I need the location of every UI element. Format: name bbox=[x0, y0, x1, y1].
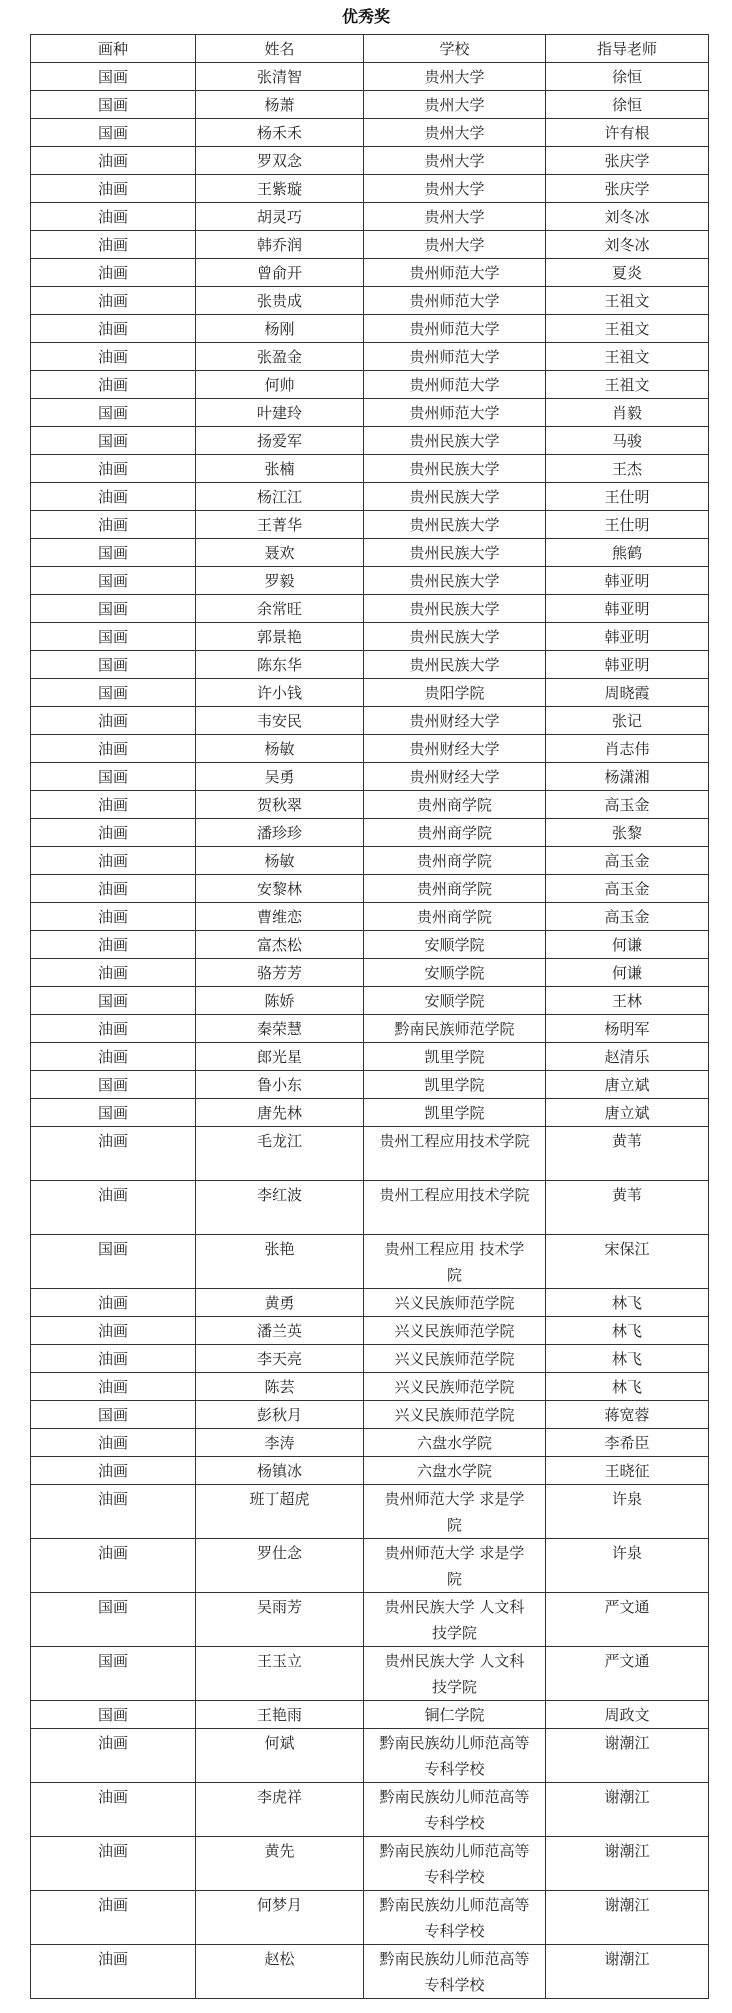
cell-school: 安顺学院 bbox=[364, 987, 546, 1015]
cell-category: 国画 bbox=[31, 567, 196, 595]
cell-category: 国画 bbox=[31, 63, 196, 91]
cell-category: 油画 bbox=[31, 1345, 196, 1373]
cell-school: 贵州商学院 bbox=[364, 903, 546, 931]
cell-school: 贵州民族大学 bbox=[364, 567, 546, 595]
cell-school: 贵州师范大学 bbox=[364, 315, 546, 343]
table-row bbox=[31, 707, 709, 735]
cell-category: 油画 bbox=[31, 1373, 196, 1401]
cell-category: 油画 bbox=[31, 175, 196, 203]
cell-category: 油画 bbox=[31, 959, 196, 987]
cell-teacher: 张庆学 bbox=[546, 175, 709, 203]
cell-teacher: 谢潮江 bbox=[546, 1891, 709, 1945]
table-row bbox=[31, 1317, 709, 1345]
cell-school: 贵州大学 bbox=[364, 147, 546, 175]
cell-category: 油画 bbox=[31, 1539, 196, 1593]
cell-teacher: 黄苇 bbox=[546, 1127, 709, 1181]
cell-name: 鲁小东 bbox=[196, 1071, 364, 1099]
cell-category: 国画 bbox=[31, 1701, 196, 1729]
cell-name: 王菁华 bbox=[196, 511, 364, 539]
cell-name: 杨镇冰 bbox=[196, 1457, 364, 1485]
cell-teacher: 韩亚明 bbox=[546, 623, 709, 651]
cell-teacher: 王杰 bbox=[546, 455, 709, 483]
cell-name: 罗双念 bbox=[196, 147, 364, 175]
cell-school: 兴义民族师范学院 bbox=[364, 1289, 546, 1317]
cell-name: 李红波 bbox=[196, 1181, 364, 1235]
cell-name: 安黎林 bbox=[196, 875, 364, 903]
cell-name: 罗仕念 bbox=[196, 1539, 364, 1593]
cell-school: 兴义民族师范学院 bbox=[364, 1373, 546, 1401]
cell-name: 陈东华 bbox=[196, 651, 364, 679]
table-row bbox=[31, 483, 709, 511]
table-row bbox=[31, 875, 709, 903]
cell-name: 张贵成 bbox=[196, 287, 364, 315]
cell-teacher: 杨潇湘 bbox=[546, 763, 709, 791]
cell-teacher: 王祖文 bbox=[546, 343, 709, 371]
cell-school: 贵州民族大学 bbox=[364, 539, 546, 567]
cell-school: 黔南民族幼儿师范高等专科学校 bbox=[364, 1783, 546, 1837]
table-row bbox=[31, 1837, 709, 1891]
cell-name: 吴雨芳 bbox=[196, 1593, 364, 1647]
table-row bbox=[31, 903, 709, 931]
cell-school: 贵州师范大学 bbox=[364, 343, 546, 371]
cell-school: 黔南民族幼儿师范高等专科学校 bbox=[364, 1945, 546, 1999]
cell-category: 油画 bbox=[31, 455, 196, 483]
cell-name: 赵松 bbox=[196, 1945, 364, 1999]
table-row bbox=[31, 1373, 709, 1401]
cell-school: 贵州商学院 bbox=[364, 791, 546, 819]
cell-school: 贵州师范大学 求是学院 bbox=[364, 1539, 546, 1593]
cell-name: 唐先林 bbox=[196, 1099, 364, 1127]
cell-category: 国画 bbox=[31, 1099, 196, 1127]
cell-name: 许小钱 bbox=[196, 679, 364, 707]
cell-category: 国画 bbox=[31, 91, 196, 119]
table-row bbox=[31, 819, 709, 847]
cell-name: 韦安民 bbox=[196, 707, 364, 735]
cell-name: 张楠 bbox=[196, 455, 364, 483]
cell-teacher: 夏炎 bbox=[546, 259, 709, 287]
cell-school: 贵州大学 bbox=[364, 175, 546, 203]
table-row bbox=[31, 1701, 709, 1729]
cell-category: 国画 bbox=[31, 1401, 196, 1429]
cell-school: 贵州财经大学 bbox=[364, 735, 546, 763]
cell-school: 贵州民族大学 bbox=[364, 511, 546, 539]
cell-category: 油画 bbox=[31, 483, 196, 511]
cell-teacher: 严文通 bbox=[546, 1647, 709, 1701]
table-row bbox=[31, 259, 709, 287]
cell-name: 贺秋翠 bbox=[196, 791, 364, 819]
cell-school: 贵州工程应用技术学院 bbox=[364, 1127, 546, 1181]
cell-category: 油画 bbox=[31, 1289, 196, 1317]
cell-teacher: 王祖文 bbox=[546, 315, 709, 343]
cell-category: 国画 bbox=[31, 987, 196, 1015]
cell-school: 凯里学院 bbox=[364, 1099, 546, 1127]
cell-name: 李天亮 bbox=[196, 1345, 364, 1373]
cell-school: 黔南民族师范学院 bbox=[364, 1015, 546, 1043]
cell-category: 国画 bbox=[31, 399, 196, 427]
cell-category: 油画 bbox=[31, 903, 196, 931]
table-row bbox=[31, 1945, 709, 1999]
cell-school: 铜仁学院 bbox=[364, 1701, 546, 1729]
table-row bbox=[31, 1485, 709, 1539]
cell-teacher: 高玉金 bbox=[546, 791, 709, 819]
cell-name: 潘珍珍 bbox=[196, 819, 364, 847]
table-row bbox=[31, 371, 709, 399]
cell-teacher: 熊鹤 bbox=[546, 539, 709, 567]
cell-teacher: 许泉 bbox=[546, 1539, 709, 1593]
table-row bbox=[31, 987, 709, 1015]
cell-teacher: 赵清乐 bbox=[546, 1043, 709, 1071]
cell-name: 扬爱军 bbox=[196, 427, 364, 455]
table-row bbox=[31, 931, 709, 959]
cell-name: 李涛 bbox=[196, 1429, 364, 1457]
cell-category: 油画 bbox=[31, 231, 196, 259]
cell-name: 杨萧 bbox=[196, 91, 364, 119]
cell-category: 国画 bbox=[31, 679, 196, 707]
cell-name: 潘兰英 bbox=[196, 1317, 364, 1345]
cell-category: 油画 bbox=[31, 735, 196, 763]
table-row bbox=[31, 1647, 709, 1701]
cell-name: 王艳雨 bbox=[196, 1701, 364, 1729]
awards-table bbox=[30, 34, 709, 1999]
cell-school: 兴义民族师范学院 bbox=[364, 1401, 546, 1429]
cell-name: 叶建玲 bbox=[196, 399, 364, 427]
table-row bbox=[31, 1235, 709, 1289]
cell-category: 油画 bbox=[31, 1429, 196, 1457]
cell-category: 油画 bbox=[31, 875, 196, 903]
cell-category: 油画 bbox=[31, 1181, 196, 1235]
cell-category: 油画 bbox=[31, 1127, 196, 1181]
table-row bbox=[31, 399, 709, 427]
header-teacher: 指导老师 bbox=[546, 35, 709, 63]
cell-category: 油画 bbox=[31, 1043, 196, 1071]
cell-name: 王玉立 bbox=[196, 1647, 364, 1701]
cell-teacher: 谢潮江 bbox=[546, 1945, 709, 1999]
cell-school: 黔南民族幼儿师范高等专科学校 bbox=[364, 1837, 546, 1891]
cell-teacher: 王祖文 bbox=[546, 287, 709, 315]
cell-teacher: 唐立斌 bbox=[546, 1071, 709, 1099]
table-row bbox=[31, 231, 709, 259]
cell-school: 贵阳学院 bbox=[364, 679, 546, 707]
table-row bbox=[31, 1071, 709, 1099]
table-row bbox=[31, 623, 709, 651]
cell-teacher: 王晓征 bbox=[546, 1457, 709, 1485]
cell-school: 贵州财经大学 bbox=[364, 707, 546, 735]
cell-teacher: 谢潮江 bbox=[546, 1729, 709, 1783]
cell-name: 郎光星 bbox=[196, 1043, 364, 1071]
cell-teacher: 韩亚明 bbox=[546, 651, 709, 679]
cell-school: 贵州大学 bbox=[364, 63, 546, 91]
cell-school: 凯里学院 bbox=[364, 1071, 546, 1099]
cell-teacher: 林飞 bbox=[546, 1373, 709, 1401]
cell-teacher: 唐立斌 bbox=[546, 1099, 709, 1127]
table-row bbox=[31, 1593, 709, 1647]
cell-school: 贵州师范大学 bbox=[364, 259, 546, 287]
table-row bbox=[31, 1783, 709, 1837]
table-row bbox=[31, 1015, 709, 1043]
table-row bbox=[31, 1289, 709, 1317]
cell-name: 毛龙江 bbox=[196, 1127, 364, 1181]
cell-school: 贵州师范大学 bbox=[364, 287, 546, 315]
cell-name: 何梦月 bbox=[196, 1891, 364, 1945]
cell-category: 油画 bbox=[31, 371, 196, 399]
cell-name: 陈娇 bbox=[196, 987, 364, 1015]
cell-category: 国画 bbox=[31, 623, 196, 651]
cell-name: 郭景艳 bbox=[196, 623, 364, 651]
table-row bbox=[31, 1345, 709, 1373]
table-row bbox=[31, 511, 709, 539]
table-row bbox=[31, 1401, 709, 1429]
cell-school: 贵州民族大学 bbox=[364, 651, 546, 679]
header-school: 学校 bbox=[364, 35, 546, 63]
cell-teacher: 高玉金 bbox=[546, 847, 709, 875]
cell-name: 张盈金 bbox=[196, 343, 364, 371]
cell-teacher: 肖志伟 bbox=[546, 735, 709, 763]
cell-teacher: 杨明军 bbox=[546, 1015, 709, 1043]
cell-teacher: 刘冬冰 bbox=[546, 203, 709, 231]
cell-school: 贵州商学院 bbox=[364, 819, 546, 847]
cell-teacher: 张记 bbox=[546, 707, 709, 735]
cell-teacher: 周晓霞 bbox=[546, 679, 709, 707]
cell-school: 贵州商学院 bbox=[364, 875, 546, 903]
cell-category: 国画 bbox=[31, 427, 196, 455]
cell-name: 杨江江 bbox=[196, 483, 364, 511]
cell-category: 油画 bbox=[31, 791, 196, 819]
cell-name: 韩乔润 bbox=[196, 231, 364, 259]
cell-name: 何帅 bbox=[196, 371, 364, 399]
cell-school: 六盘水学院 bbox=[364, 1457, 546, 1485]
cell-category: 油画 bbox=[31, 259, 196, 287]
cell-name: 骆芳芳 bbox=[196, 959, 364, 987]
cell-name: 秦荣慧 bbox=[196, 1015, 364, 1043]
cell-name: 黄先 bbox=[196, 1837, 364, 1891]
cell-school: 兴义民族师范学院 bbox=[364, 1317, 546, 1345]
cell-school: 凯里学院 bbox=[364, 1043, 546, 1071]
cell-school: 贵州民族大学 bbox=[364, 595, 546, 623]
table-row bbox=[31, 1539, 709, 1593]
cell-category: 国画 bbox=[31, 1235, 196, 1289]
table-row bbox=[31, 1457, 709, 1485]
table-title: 优秀奖 bbox=[341, 7, 390, 26]
table-row bbox=[31, 91, 709, 119]
cell-school: 兴义民族师范学院 bbox=[364, 1345, 546, 1373]
cell-school: 贵州民族大学 人文科技学院 bbox=[364, 1647, 546, 1701]
table-row bbox=[31, 287, 709, 315]
cell-category: 油画 bbox=[31, 1945, 196, 1999]
cell-teacher: 宋保江 bbox=[546, 1235, 709, 1289]
cell-school: 贵州大学 bbox=[364, 119, 546, 147]
cell-name: 余常旺 bbox=[196, 595, 364, 623]
cell-teacher: 林飞 bbox=[546, 1345, 709, 1373]
cell-school: 贵州师范大学 bbox=[364, 371, 546, 399]
cell-school: 贵州工程应用 技术学院 bbox=[364, 1235, 546, 1289]
cell-name: 何斌 bbox=[196, 1729, 364, 1783]
cell-category: 油画 bbox=[31, 819, 196, 847]
cell-name: 罗毅 bbox=[196, 567, 364, 595]
table-row bbox=[31, 1099, 709, 1127]
table-row bbox=[31, 427, 709, 455]
cell-teacher: 何谦 bbox=[546, 959, 709, 987]
cell-school: 安顺学院 bbox=[364, 959, 546, 987]
table-row bbox=[31, 735, 709, 763]
header-name: 姓名 bbox=[196, 35, 364, 63]
cell-teacher: 蒋宽蓉 bbox=[546, 1401, 709, 1429]
table-row bbox=[31, 595, 709, 623]
cell-school: 贵州民族大学 bbox=[364, 455, 546, 483]
table-row bbox=[31, 1043, 709, 1071]
cell-name: 吴勇 bbox=[196, 763, 364, 791]
cell-teacher: 严文通 bbox=[546, 1593, 709, 1647]
cell-name: 杨禾禾 bbox=[196, 119, 364, 147]
table-row bbox=[31, 1891, 709, 1945]
table-row bbox=[31, 1181, 709, 1235]
cell-category: 油画 bbox=[31, 1317, 196, 1345]
table-row bbox=[31, 315, 709, 343]
cell-teacher: 林飞 bbox=[546, 1317, 709, 1345]
table-row bbox=[31, 651, 709, 679]
cell-category: 油画 bbox=[31, 203, 196, 231]
cell-teacher: 许有根 bbox=[546, 119, 709, 147]
cell-name: 张艳 bbox=[196, 1235, 364, 1289]
cell-name: 班丁超虎 bbox=[196, 1485, 364, 1539]
cell-name: 黄勇 bbox=[196, 1289, 364, 1317]
cell-teacher: 张庆学 bbox=[546, 147, 709, 175]
table-row bbox=[31, 175, 709, 203]
cell-school: 贵州师范大学 bbox=[364, 399, 546, 427]
cell-school: 贵州大学 bbox=[364, 203, 546, 231]
table-row bbox=[31, 455, 709, 483]
cell-category: 国画 bbox=[31, 763, 196, 791]
cell-school: 贵州民族大学 bbox=[364, 483, 546, 511]
cell-school: 贵州大学 bbox=[364, 231, 546, 259]
cell-teacher: 周政文 bbox=[546, 1701, 709, 1729]
cell-teacher: 徐恒 bbox=[546, 63, 709, 91]
cell-school: 六盘水学院 bbox=[364, 1429, 546, 1457]
cell-category: 油画 bbox=[31, 1729, 196, 1783]
table-row bbox=[31, 147, 709, 175]
cell-category: 国画 bbox=[31, 539, 196, 567]
table-row bbox=[31, 1429, 709, 1457]
cell-school: 黔南民族幼儿师范高等专科学校 bbox=[364, 1729, 546, 1783]
cell-name: 胡灵巧 bbox=[196, 203, 364, 231]
table-row bbox=[31, 679, 709, 707]
cell-school: 贵州师范大学 求是学院 bbox=[364, 1485, 546, 1539]
cell-teacher: 高玉金 bbox=[546, 903, 709, 931]
cell-category: 油画 bbox=[31, 1457, 196, 1485]
table-row bbox=[31, 791, 709, 819]
cell-category: 国画 bbox=[31, 1593, 196, 1647]
cell-category: 油画 bbox=[31, 707, 196, 735]
cell-teacher: 王仕明 bbox=[546, 511, 709, 539]
cell-teacher: 谢潮江 bbox=[546, 1783, 709, 1837]
cell-category: 油画 bbox=[31, 847, 196, 875]
cell-name: 陈芸 bbox=[196, 1373, 364, 1401]
cell-name: 王紫璇 bbox=[196, 175, 364, 203]
cell-school: 贵州民族大学 bbox=[364, 427, 546, 455]
table-row bbox=[31, 847, 709, 875]
cell-category: 国画 bbox=[31, 595, 196, 623]
header-row bbox=[31, 35, 709, 63]
cell-category: 油画 bbox=[31, 1015, 196, 1043]
cell-category: 国画 bbox=[31, 1647, 196, 1701]
table-row bbox=[31, 119, 709, 147]
cell-teacher: 黄苇 bbox=[546, 1181, 709, 1235]
cell-teacher: 李希臣 bbox=[546, 1429, 709, 1457]
table-row bbox=[31, 567, 709, 595]
cell-category: 油画 bbox=[31, 931, 196, 959]
cell-category: 油画 bbox=[31, 511, 196, 539]
cell-category: 油画 bbox=[31, 315, 196, 343]
cell-category: 油画 bbox=[31, 287, 196, 315]
cell-name: 杨敏 bbox=[196, 735, 364, 763]
table-row bbox=[31, 959, 709, 987]
cell-name: 杨敏 bbox=[196, 847, 364, 875]
table-row bbox=[31, 203, 709, 231]
cell-teacher: 马骏 bbox=[546, 427, 709, 455]
cell-school: 黔南民族幼儿师范高等专科学校 bbox=[364, 1891, 546, 1945]
cell-name: 富杰松 bbox=[196, 931, 364, 959]
cell-teacher: 王祖文 bbox=[546, 371, 709, 399]
cell-name: 曹维恋 bbox=[196, 903, 364, 931]
cell-category: 国画 bbox=[31, 1071, 196, 1099]
cell-teacher: 韩亚明 bbox=[546, 567, 709, 595]
cell-teacher: 徐恒 bbox=[546, 91, 709, 119]
cell-name: 杨刚 bbox=[196, 315, 364, 343]
cell-category: 油画 bbox=[31, 1837, 196, 1891]
cell-school: 安顺学院 bbox=[364, 931, 546, 959]
table-row bbox=[31, 763, 709, 791]
cell-school: 贵州民族大学 bbox=[364, 623, 546, 651]
cell-teacher: 刘冬冰 bbox=[546, 231, 709, 259]
table-row bbox=[31, 1729, 709, 1783]
cell-name: 张清智 bbox=[196, 63, 364, 91]
cell-category: 油画 bbox=[31, 343, 196, 371]
cell-teacher: 许泉 bbox=[546, 1485, 709, 1539]
cell-teacher: 谢潮江 bbox=[546, 1837, 709, 1891]
cell-school: 贵州工程应用技术学院 bbox=[364, 1181, 546, 1235]
cell-teacher: 张黎 bbox=[546, 819, 709, 847]
cell-school: 贵州民族大学 人文科技学院 bbox=[364, 1593, 546, 1647]
cell-school: 贵州商学院 bbox=[364, 847, 546, 875]
table-row bbox=[31, 539, 709, 567]
cell-teacher: 何谦 bbox=[546, 931, 709, 959]
cell-teacher: 王林 bbox=[546, 987, 709, 1015]
table-row bbox=[31, 63, 709, 91]
cell-name: 李虎祥 bbox=[196, 1783, 364, 1837]
cell-school: 贵州大学 bbox=[364, 91, 546, 119]
cell-teacher: 王仕明 bbox=[546, 483, 709, 511]
cell-category: 油画 bbox=[31, 147, 196, 175]
cell-school: 贵州财经大学 bbox=[364, 763, 546, 791]
cell-teacher: 高玉金 bbox=[546, 875, 709, 903]
cell-category: 油画 bbox=[31, 1485, 196, 1539]
cell-name: 彭秋月 bbox=[196, 1401, 364, 1429]
cell-category: 油画 bbox=[31, 1891, 196, 1945]
cell-name: 聂欢 bbox=[196, 539, 364, 567]
table-row bbox=[31, 1127, 709, 1181]
header-category: 画种 bbox=[31, 35, 196, 63]
cell-teacher: 林飞 bbox=[546, 1289, 709, 1317]
table-row bbox=[31, 343, 709, 371]
cell-category: 油画 bbox=[31, 1783, 196, 1837]
cell-teacher: 肖毅 bbox=[546, 399, 709, 427]
cell-name: 曾俞开 bbox=[196, 259, 364, 287]
cell-teacher: 韩亚明 bbox=[546, 595, 709, 623]
cell-category: 国画 bbox=[31, 119, 196, 147]
cell-category: 国画 bbox=[31, 651, 196, 679]
table-body bbox=[31, 63, 709, 1999]
